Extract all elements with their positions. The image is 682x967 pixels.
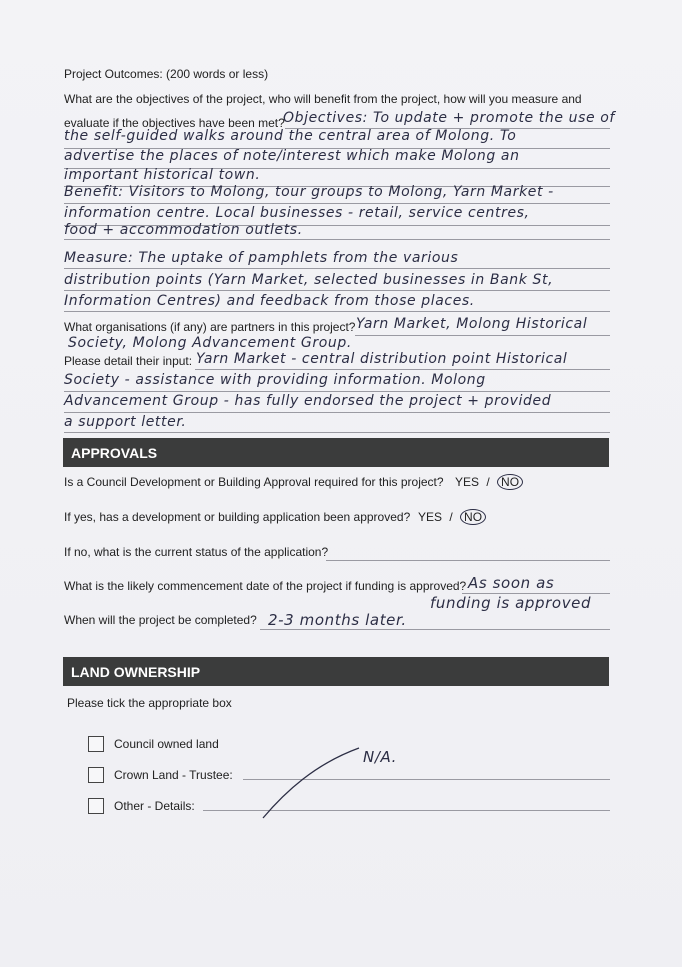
input-answer-line[interactable]: Advancement Group - has fully endorsed the project + provided	[64, 393, 552, 409]
application-status-field[interactable]	[326, 560, 610, 561]
outcomes-answer-line[interactable]: food + accommodation outlets.	[64, 222, 303, 238]
council-owned-checkbox[interactable]	[88, 736, 104, 752]
answer-rule	[64, 239, 610, 240]
outcomes-answer-line[interactable]: the self-guided walks around the central area of Molong. To	[64, 128, 517, 144]
input-answer-line[interactable]: Yarn Market - central distribution point Historical	[196, 351, 568, 367]
outcomes-answer-line[interactable]: information centre. Local businesses - retail, service centres,	[64, 205, 530, 221]
no-option-circled[interactable]: NO	[460, 509, 486, 525]
answer-rule	[64, 268, 610, 269]
outcomes-answer-line[interactable]: Objectives: To update + promote the use of	[283, 110, 615, 126]
application-approved-answer[interactable]	[418, 509, 486, 525]
council-owned-label: Council owned land	[114, 737, 219, 751]
approval-required-question: Is a Council Development or Building Approval required for this project?	[64, 475, 444, 489]
partners-answer-line[interactable]: Society, Molong Advancement Group.	[68, 335, 352, 351]
land-ownership-title: LAND OWNERSHIP	[71, 664, 201, 680]
answer-rule	[355, 335, 610, 336]
input-answer-line[interactable]: a support letter.	[64, 414, 187, 430]
land-ownership-section-header	[63, 657, 609, 686]
approvals-title: APPROVALS	[71, 445, 158, 461]
other-label: Other - Details:	[114, 799, 195, 813]
approvals-section-header	[63, 438, 609, 467]
partners-question: What organisations (if any) are partners in this project?	[64, 320, 356, 334]
tick-instruction: Please tick the appropriate box	[67, 696, 232, 710]
outcomes-answer-line[interactable]: Information Centres) and feedback from those places.	[64, 293, 475, 309]
answer-rule	[195, 369, 610, 370]
application-approved-question: If yes, has a development or building application been approved?	[64, 510, 411, 524]
answer-rule	[64, 311, 610, 312]
answer-rule	[64, 412, 610, 413]
approval-required-answer[interactable]	[455, 474, 523, 490]
strike-through-line	[255, 742, 365, 822]
project-outcomes-heading: Project Outcomes: (200 words or less)	[64, 67, 269, 81]
commencement-answer-cont[interactable]: funding is approved	[430, 594, 592, 612]
outcomes-answer-line[interactable]: distribution points (Yarn Market, selected businesses in Bank St,	[64, 272, 554, 288]
completion-answer[interactable]: 2-3 months later.	[268, 611, 407, 629]
answer-rule	[64, 432, 610, 433]
outcomes-question: What are the objectives of the project, who will benefit from the project, how will you measure and	[64, 92, 582, 106]
outcomes-answer-line[interactable]: important historical town.	[64, 167, 261, 183]
answer-rule	[64, 290, 610, 291]
yes-no-separator: /	[449, 510, 453, 524]
partners-answer-line[interactable]: Yarn Market, Molong Historical	[356, 316, 588, 332]
yes-no-separator: /	[486, 475, 490, 489]
answer-rule	[64, 391, 610, 392]
crown-land-label: Crown Land - Trustee:	[114, 768, 233, 782]
crown-land-checkbox[interactable]	[88, 767, 104, 783]
outcomes-answer-line[interactable]: advertise the places of note/interest which make Molong an	[64, 148, 520, 164]
no-option-circled[interactable]: NO	[497, 474, 523, 490]
commencement-answer[interactable]: As soon as	[468, 574, 555, 592]
yes-option[interactable]: YES	[418, 510, 443, 524]
other-checkbox[interactable]	[88, 798, 104, 814]
outcomes-question-cont: evaluate if the objectives have been met?	[64, 116, 285, 130]
completion-question: When will the project be completed?	[64, 613, 257, 627]
answer-rule	[260, 629, 610, 630]
not-applicable-note: N/A.	[363, 748, 397, 766]
answer-rule	[64, 203, 610, 204]
outcomes-answer-line[interactable]: Measure: The uptake of pamphlets from the various	[64, 250, 459, 266]
input-answer-line[interactable]: Society - assistance with providing information. Molong	[64, 372, 486, 388]
input-question: Please detail their input:	[64, 354, 193, 368]
yes-option[interactable]: YES	[455, 475, 480, 489]
application-status-question: If no, what is the current status of the application?	[64, 545, 329, 559]
commencement-question: What is the likely commencement date of the project if funding is approved?	[64, 579, 467, 593]
outcomes-answer-line[interactable]: Benefit: Visitors to Molong, tour groups to Molong, Yarn Market -	[64, 184, 554, 200]
